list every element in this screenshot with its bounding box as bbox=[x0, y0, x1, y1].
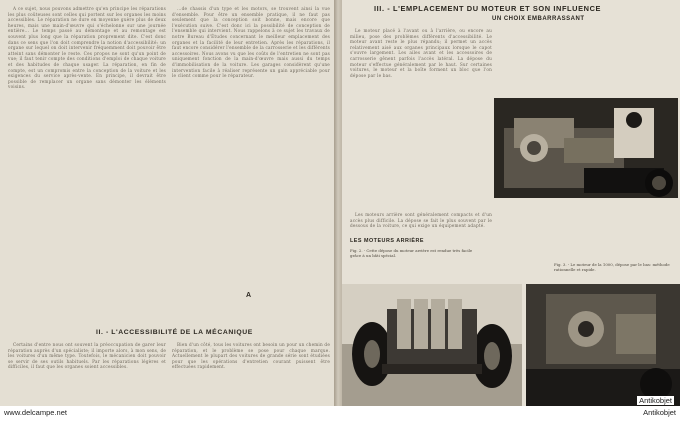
left-bottom-column-2 bbox=[172, 342, 330, 404]
photo-rear-engine-chassis bbox=[342, 284, 522, 406]
section-title-accessibility: II. - L'ACCESSIBILITÉ DE LA MÉCANIQUE bbox=[96, 329, 253, 336]
left-bottom-col2-paragraph: Bien d'un côté, tous les voitures ont besoin un pour un chemin de réparation, et le problème se pose pour chaque marque. Actuellement le plupart des voitures de grande série sont étudiées pour que les opérations d'entretien courant puissent être effectuées rapidement. bbox=[172, 342, 330, 370]
chassis-illustration bbox=[342, 284, 522, 406]
left-col2-paragraph: ...de chassis d'un type et les motors, se trouvent ainsi la vue d'ensemble. Pour être un ensemble pratique, il ne faut pas seulement que la conception soit bonne, mais encore que l'exécution suive. C'est donc ici la possibilité de conception de l'ensemble qui intervient. Nous rappelons à ce sujet les travaux de notre Bureau d'Études concernant le meilleur emplacement des organes et la facilité de leur entretien. Après les réparations, il faut encore considérer l'ensemble de la carrosserie et les différents accessoires. Nous avons vu que les coûts de l'entretien ne sont pas uniquement fonction de la main-d'œuvre mais aussi du temps d'immobilisation de la voiture. Les garages considèrent qu'une intervention facile à réaliser représente un gain appréciable pour le client comme pour le réparateur. bbox=[172, 6, 330, 79]
left-col1-paragraph: A ce sujet, nous pouvons admettre qu'en principe les réparations les plus coûteuses sont celles qui portent sur les organes les moins accessibles. Le réparation ne dure en moyenne guère plus de deux heures, mais une main-d'œuvre qui s'échelonne sur une journée entière... Le temps passé au démontage et au remontage est souvent plus long que la réparation proprement dite. C'est donc dans ce sens que l'on doit comprendre la notion d'accessibilité: un organe sur lequel on doit intervenir fréquemment doit pouvoir être atteint sans démonter le reste. Ces propos ne sont qu'un point de vue; il faut tenir compte des conditions d'emploi de chaque voiture et des habitudes de chaque usager. La réparation, en fin de compte, est un compromis entre la conception de la voiture et les exigences du service après-vente. En principe, il devrait être possible de remplacer un organe sans démonter les éléments voisins. bbox=[8, 6, 166, 90]
left-column-1 bbox=[8, 6, 166, 306]
footer-bar bbox=[0, 406, 680, 423]
right-col-paragraph: Le moteur placé à l'avant ou à l'arrière, ou encore au milieu, pose des problèmes différents d'accessibilité. Le moteur avant reste le plus répandu; il permet un accès relativement aisé aux organes principaux lorsque le capot s'ouvre largement. Les ailes avant et les accessoires de carrosserie gênent parfois l'accès latéral. La dépose du moteur s'effectue généralement par le haut. Sur certaines voitures, le moteur et la boîte forment un bloc que l'on dépose par le bas. bbox=[350, 28, 492, 78]
left-bottom-col1-paragraph: Certains d'entre nous ont souvent la préoccupation de garer leur réparation auprès d'un spécialiste; il importe alors, à mon sens, de les voitures d'un même type. Toutefois, le mécanicien doit pouvoir se servir de ses outils habituels. Par les réparations légères et difficiles, il faut que les organes soient accessibles. bbox=[8, 342, 166, 370]
footer-site-link[interactable]: www.delcampe.net bbox=[4, 408, 67, 417]
engine-bay-illustration bbox=[494, 98, 678, 198]
subheading-rear-engines: LES MOTEURS ARRIÈRE bbox=[350, 238, 424, 244]
engine-bottom-illustration bbox=[526, 284, 680, 406]
left-page bbox=[0, 0, 336, 406]
footer-shop-name: Antikobjet bbox=[643, 408, 676, 417]
section-letter-a: A bbox=[246, 292, 252, 299]
section-subtitle: UN CHOIX EMBARRASSANT bbox=[492, 16, 585, 22]
watermark-shop-name: Antikobjet bbox=[639, 396, 672, 405]
photo-engine-bottom bbox=[526, 284, 680, 406]
caption-mid: Fig. 2. - Cette dépose du moteur arrière est rendue très facile grâce à un bâti spécial. bbox=[350, 248, 473, 258]
caption-right: Fig. 3. - Le moteur de la 1000, dépose par le bas: méthode rationnelle et rapide. bbox=[554, 262, 670, 272]
right-rear-paragraph: Les moteurs arrière sont généralement compacts et d'un accès plus difficile. La dépose se fait le plus souvent par le dessous de la voiture, ce qui exige un équipement adapté. bbox=[350, 212, 492, 229]
section-title-engine-location: III. - L'EMPLACEMENT DU MOTEUR ET SON INFLUENCE bbox=[374, 4, 602, 13]
right-rear-text bbox=[350, 212, 492, 236]
right-column-text bbox=[350, 28, 492, 210]
left-column-2 bbox=[172, 6, 330, 296]
photo-engine-bay bbox=[494, 98, 678, 198]
left-bottom-column-1 bbox=[8, 342, 166, 404]
right-page bbox=[342, 0, 680, 406]
